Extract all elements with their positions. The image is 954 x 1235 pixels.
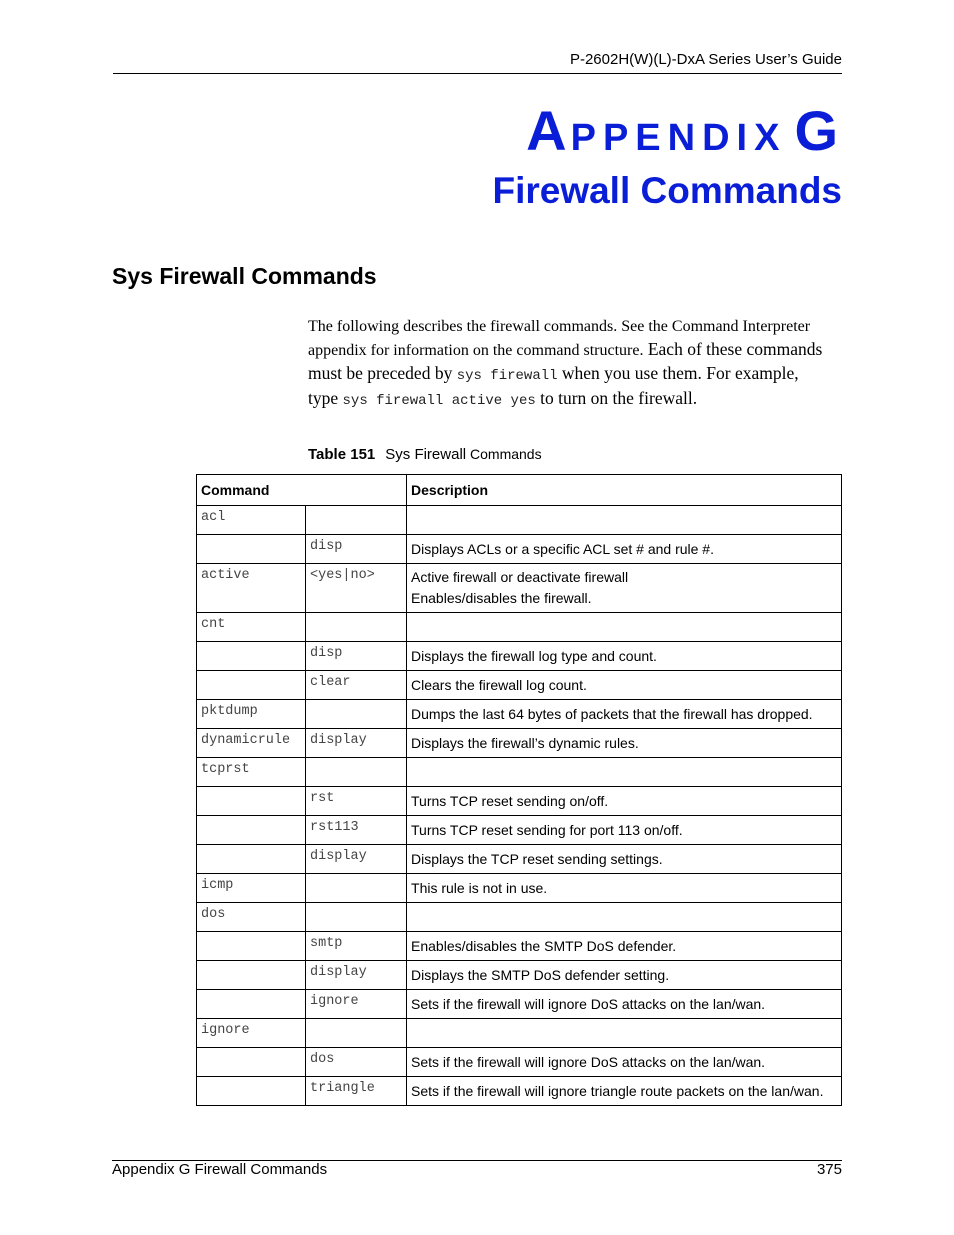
table-row	[197, 729, 842, 758]
table-row	[197, 903, 842, 932]
subcommand-cell: display	[306, 845, 407, 874]
description-cell: Sets if the firewall will ignore DoS attacks on the lan/wan.	[407, 990, 842, 1019]
appendix-heading	[526, 98, 842, 171]
subcommand-cell: disp	[306, 535, 407, 564]
description-cell: Sets if the firewall will ignore triangle route packets on the lan/wan.	[407, 1077, 842, 1106]
intro-code-1: sys firewall	[456, 368, 558, 384]
table-caption-text: Sys Firewall	[385, 446, 467, 463]
subcommand-cell: ignore	[306, 990, 407, 1019]
table-row	[197, 1048, 842, 1077]
command-cell: acl	[197, 506, 306, 535]
intro-code-2: sys firewall active yes	[342, 393, 536, 409]
command-cell: pktdump	[197, 700, 306, 729]
subcommand-cell	[306, 758, 407, 787]
command-cell	[197, 671, 306, 700]
header-rule	[113, 73, 842, 74]
command-cell: icmp	[197, 874, 306, 903]
description-cell: Sets if the firewall will ignore DoS attacks on the lan/wan.	[407, 1048, 842, 1077]
description-cell	[407, 903, 842, 932]
table-row	[197, 642, 842, 671]
table-caption	[308, 444, 542, 465]
table-row	[197, 816, 842, 845]
appendix-letter-a: A	[526, 99, 571, 162]
description-cell	[407, 564, 842, 613]
description-cell: Displays the firewall’s dynamic rules.	[407, 729, 842, 758]
command-cell: dos	[197, 903, 306, 932]
subcommand-cell	[306, 903, 407, 932]
command-cell	[197, 932, 306, 961]
table-row	[197, 535, 842, 564]
subcommand-cell	[306, 874, 407, 903]
intro-text-3: when you use them. For example, type	[308, 363, 799, 408]
command-cell: dynamicrule	[197, 729, 306, 758]
table-row	[197, 787, 842, 816]
description-cell: This rule is not in use.	[407, 874, 842, 903]
table-row	[197, 1077, 842, 1106]
description-cell	[407, 1019, 842, 1048]
description-line-2: Enables/disables the firewall.	[411, 590, 592, 606]
description-cell: Turns TCP reset sending for port 113 on/off.	[407, 816, 842, 845]
intro-text-4: to turn on the firewall.	[535, 388, 698, 408]
table-row	[197, 874, 842, 903]
table-row	[197, 1019, 842, 1048]
table-row	[197, 671, 842, 700]
table-row	[197, 506, 842, 535]
description-cell	[407, 613, 842, 642]
command-cell	[197, 990, 306, 1019]
table-caption-text-small: Commands	[466, 446, 542, 462]
table-header-row	[197, 475, 842, 506]
command-cell	[197, 1048, 306, 1077]
table-row	[197, 564, 842, 613]
command-cell	[197, 845, 306, 874]
intro-paragraph	[308, 314, 833, 412]
command-cell: ignore	[197, 1019, 306, 1048]
subcommand-cell: display	[306, 729, 407, 758]
description-cell	[407, 758, 842, 787]
command-cell: cnt	[197, 613, 306, 642]
description-cell: Displays ACLs or a specific ACL set # and rule #.	[407, 535, 842, 564]
description-cell: Displays the TCP reset sending settings.	[407, 845, 842, 874]
table-row	[197, 700, 842, 729]
subcommand-cell: triangle	[306, 1077, 407, 1106]
subcommand-cell: smtp	[306, 932, 407, 961]
firewall-commands-table	[196, 474, 842, 1106]
page-number: 375	[816, 1161, 842, 1178]
table-row	[197, 990, 842, 1019]
chapter-title: Firewall Commands	[492, 170, 842, 211]
table-caption-label: Table 151	[308, 446, 376, 463]
command-cell: active	[197, 564, 306, 613]
subcommand-cell: rst113	[306, 816, 407, 845]
description-cell	[407, 506, 842, 535]
footer-chapter-title: Appendix G Firewall Commands	[112, 1161, 328, 1178]
description-cell: Displays the SMTP DoS defender setting.	[407, 961, 842, 990]
subcommand-cell	[306, 700, 407, 729]
subcommand-cell: rst	[306, 787, 407, 816]
command-cell	[197, 961, 306, 990]
table-row	[197, 613, 842, 642]
table-row	[197, 932, 842, 961]
subcommand-cell: display	[306, 961, 407, 990]
command-cell	[197, 787, 306, 816]
table-row	[197, 961, 842, 990]
subcommand-cell	[306, 1019, 407, 1048]
command-cell	[197, 1077, 306, 1106]
command-cell	[197, 535, 306, 564]
table-row	[197, 758, 842, 787]
description-cell: Enables/disables the SMTP DoS defender.	[407, 932, 842, 961]
command-cell	[197, 642, 306, 671]
subcommand-cell: dos	[306, 1048, 407, 1077]
description-cell: Turns TCP reset sending on/off.	[407, 787, 842, 816]
intro-text-2: Each of these commands must be preceded by	[308, 339, 823, 383]
description-cell: Clears the firewall log count.	[407, 671, 842, 700]
description-cell: Displays the firewall log type and count.	[407, 642, 842, 671]
description-line-1: Active firewall or deactivate firewall	[411, 569, 629, 585]
subcommand-cell: clear	[306, 671, 407, 700]
section-title: Sys Firewall Commands	[112, 263, 377, 289]
intro-text-1: The following describes the firewall commands. See the Command Interpreter appendix for information on the command structure.	[308, 318, 811, 359]
subcommand-cell: <yes|no>	[306, 564, 407, 613]
command-cell: tcprst	[197, 758, 306, 787]
appendix-letter-g: G	[794, 99, 842, 162]
header-description: Description	[407, 475, 842, 506]
command-cell	[197, 816, 306, 845]
table-row	[197, 845, 842, 874]
subcommand-cell	[306, 613, 407, 642]
subcommand-cell	[306, 506, 407, 535]
subcommand-cell: disp	[306, 642, 407, 671]
appendix-word-rest: PPENDIX	[570, 117, 787, 159]
header-command: Command	[197, 475, 407, 506]
page-header-title: P-2602H(W)(L)-DxA Series User’s Guide	[569, 51, 842, 68]
description-cell: Dumps the last 64 bytes of packets that the firewall has dropped.	[407, 700, 842, 729]
